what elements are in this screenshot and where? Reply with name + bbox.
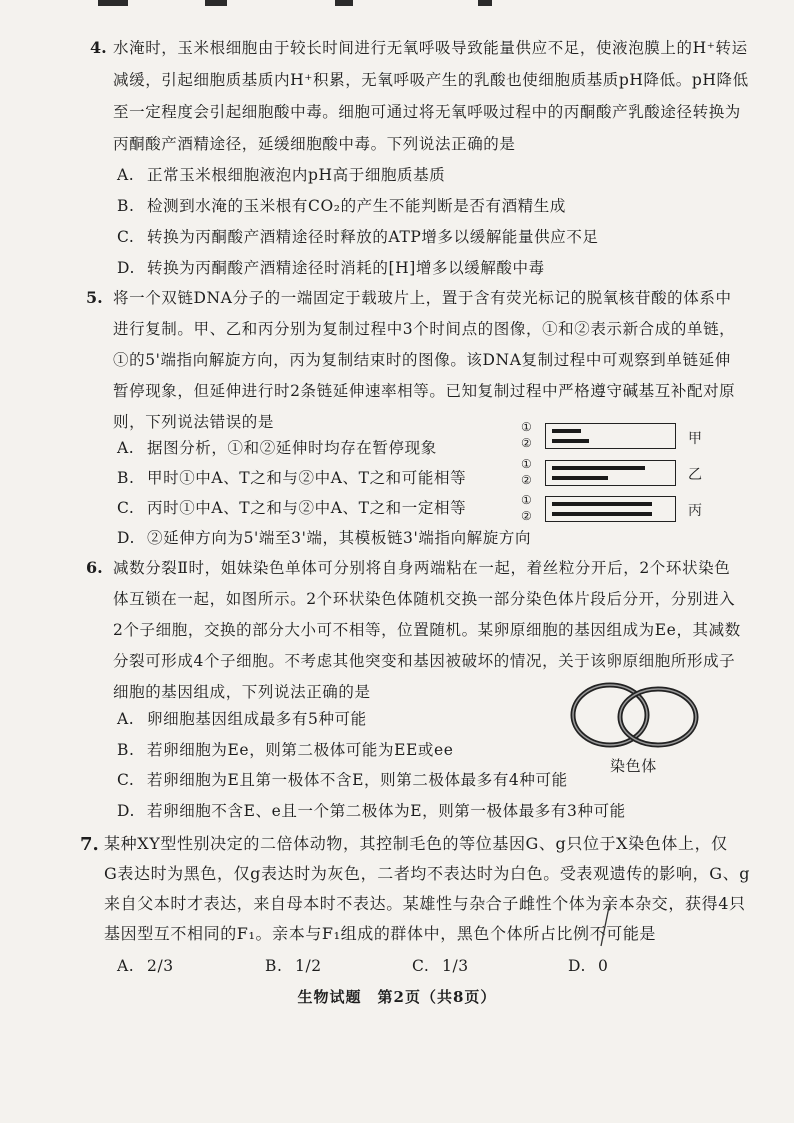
- figure-caption: 染色体: [610, 757, 657, 775]
- answer-option: [117, 801, 626, 821]
- pen-mark: [596, 900, 616, 950]
- answer-option: [117, 258, 545, 278]
- answer-option: [568, 956, 608, 976]
- dna-panel-bing: [545, 496, 676, 522]
- option-label: C.: [117, 499, 135, 517]
- answer-option: [117, 770, 568, 790]
- strand-1-label: ①: [521, 493, 532, 507]
- option-text: 2/3: [147, 957, 174, 975]
- option-label: B.: [117, 741, 135, 759]
- question-stem-line: 进行复制。甲、乙和丙分别为复制过程中3个时间点的图像，①和②表示新合成的单链，: [113, 320, 736, 338]
- option-label: C.: [117, 771, 135, 789]
- question-stem-line: G表达时为黑色，仅g表达时为灰色，二者均不表达时为白色。受表观遗传的影响，G、g: [104, 864, 751, 883]
- option-label: D.: [117, 529, 136, 547]
- option-text: 若卵细胞为Ee，则第二极体可能为EE或ee: [147, 741, 454, 759]
- option-text: 0: [598, 957, 609, 975]
- option-label: B.: [117, 197, 135, 215]
- question-stem-line: 丙酮酸产酒精途径，延缓细胞酸中毒。下列说法正确的是: [113, 135, 516, 153]
- top-edge-mark: [335, 0, 353, 6]
- strand-2-bar: [552, 512, 652, 516]
- option-text: 转换为丙酮酸产酒精途径时消耗的[H]增多以缓解酸中毒: [147, 259, 545, 277]
- strand-2-label: ②: [521, 436, 532, 450]
- question-number: 6.: [86, 558, 103, 577]
- question-stem-line: 减数分裂Ⅱ时，姐妹染色单体可分别将自身两端粘在一起，着丝粒分开后，2个环状染色: [113, 559, 731, 577]
- strand-1-bar: [552, 429, 581, 433]
- strand-2-bar: [552, 476, 608, 480]
- ring-chromosomes-figure: [565, 675, 705, 755]
- question-stem-line: 分裂可形成4个子细胞。不考虑其他突变和基因被破坏的情况，关于该卵原细胞所形成子: [113, 652, 736, 670]
- strand-1-bar: [552, 502, 652, 506]
- panel-label-bing: 丙: [688, 503, 702, 519]
- answer-option: [117, 196, 566, 216]
- option-label: A.: [117, 166, 135, 184]
- question-stem-line: 将一个双链DNA分子的一端固定于载玻片上，置于含有荧光标记的脱氧核苷酸的体系中: [113, 289, 732, 307]
- answer-option: [117, 165, 445, 185]
- question-number: 7.: [80, 834, 99, 855]
- top-edge-mark: [98, 0, 128, 6]
- question-stem-line: 减缓，引起细胞质基质内H⁺积累，无氧呼吸产生的乳酸也使细胞质基质pH降低。pH降低: [113, 71, 749, 89]
- top-edge-mark: [205, 0, 227, 6]
- option-label: C.: [117, 228, 135, 246]
- option-label: D.: [568, 957, 587, 975]
- option-text: 丙时①中A、T之和与②中A、T之和一定相等: [147, 499, 467, 517]
- question-stem-line: 某种XY型性别决定的二倍体动物，其控制毛色的等位基因G、g只位于X染色体上，仅: [104, 834, 728, 853]
- option-text: 正常玉米根细胞液泡内pH高于细胞质基质: [147, 166, 446, 184]
- answer-option: [117, 468, 466, 488]
- strand-2-label: ②: [521, 473, 532, 487]
- strand-1-label: ①: [521, 420, 532, 434]
- option-label: D.: [117, 259, 136, 277]
- answer-option: [117, 528, 531, 548]
- option-label: B.: [265, 957, 283, 975]
- option-label: A.: [117, 439, 135, 457]
- answer-option: [412, 956, 469, 976]
- question-number: 4.: [90, 38, 107, 57]
- page-footer: 生物试题 第2页（共8页）: [297, 988, 497, 1006]
- option-text: 卵细胞基因组成最多有5种可能: [147, 710, 367, 728]
- option-text: ②延伸方向为5'端至3'端，其模板链3'端指向解旋方向: [147, 529, 532, 547]
- question-stem-line: ①的5'端指向解旋方向，丙为复制结束时的图像。该DNA复制过程中可观察到单链延伸: [113, 351, 731, 369]
- option-label: B.: [117, 469, 135, 487]
- strand-1-bar: [552, 466, 645, 470]
- question-stem-line: 体互锁在一起，如图所示。2个环状染色体随机交换一部分染色体片段后分开，分别进入: [113, 590, 736, 608]
- question-stem-line: 细胞的基因组成，下列说法正确的是: [113, 683, 371, 701]
- question-number: 5.: [86, 288, 103, 307]
- dna-panel-jia: [545, 423, 676, 449]
- question-stem-line: 基因型互不相同的F₁。亲本与F₁组成的群体中，黑色个体所占比例不可能是: [104, 924, 657, 943]
- answer-option: [117, 956, 174, 976]
- answer-option: [265, 956, 322, 976]
- answer-option: [117, 740, 454, 760]
- option-label: A.: [117, 957, 135, 975]
- option-text: 甲时①中A、T之和与②中A、T之和可能相等: [147, 469, 467, 487]
- option-text: 若卵细胞不含E、e且一个第二极体为E，则第一极体最多有3种可能: [147, 802, 626, 820]
- panel-label-jia: 甲: [688, 431, 702, 447]
- question-stem-line: 2个子细胞，交换的部分大小可不相等，位置随机。某卵原细胞的基因组成为Ee，其减数: [113, 621, 741, 639]
- answer-option: [117, 227, 599, 247]
- question-stem-line: 暂停现象，但延伸进行时2条链延伸速率相等。已知复制过程中严格遵守碱基互补配对原: [113, 382, 736, 400]
- option-text: 据图分析，①和②延伸时均存在暂停现象: [147, 439, 437, 457]
- option-label: A.: [117, 710, 135, 728]
- dna-panel-yi: [545, 460, 676, 486]
- question-stem-line: 至一定程度会引起细胞酸中毒。细胞可通过将无氧呼吸过程中的丙酮酸产乳酸途径转换为: [113, 103, 741, 121]
- top-edge-mark: [478, 0, 492, 6]
- option-text: 若卵细胞为E且第一极体不含E，则第二极体最多有4种可能: [147, 771, 568, 789]
- answer-option: [117, 709, 367, 729]
- question-stem-line: 来自父本时才表达，来自母本时不表达。某雄性与杂合子雌性个体为亲本杂交，获得4只: [104, 894, 746, 913]
- option-text: 1/3: [442, 957, 469, 975]
- option-label: D.: [117, 802, 136, 820]
- answer-option: [117, 438, 437, 458]
- option-text: 检测到水淹的玉米根有CO₂的产生不能判断是否有酒精生成: [147, 197, 566, 215]
- option-text: 1/2: [295, 957, 322, 975]
- question-stem-line: 水淹时，玉米根细胞由于较长时间进行无氧呼吸导致能量供应不足，使液泡膜上的H⁺转运: [113, 39, 748, 57]
- option-label: C.: [412, 957, 430, 975]
- option-text: 转换为丙酮酸产酒精途径时释放的ATP增多以缓解能量供应不足: [147, 228, 599, 246]
- question-stem-line: 则，下列说法错误的是: [113, 413, 275, 431]
- strand-2-label: ②: [521, 509, 532, 523]
- strand-2-bar: [552, 439, 589, 443]
- strand-1-label: ①: [521, 457, 532, 471]
- answer-option: [117, 498, 466, 518]
- panel-label-yi: 乙: [688, 467, 702, 483]
- ring-chromosome-right: [620, 689, 696, 745]
